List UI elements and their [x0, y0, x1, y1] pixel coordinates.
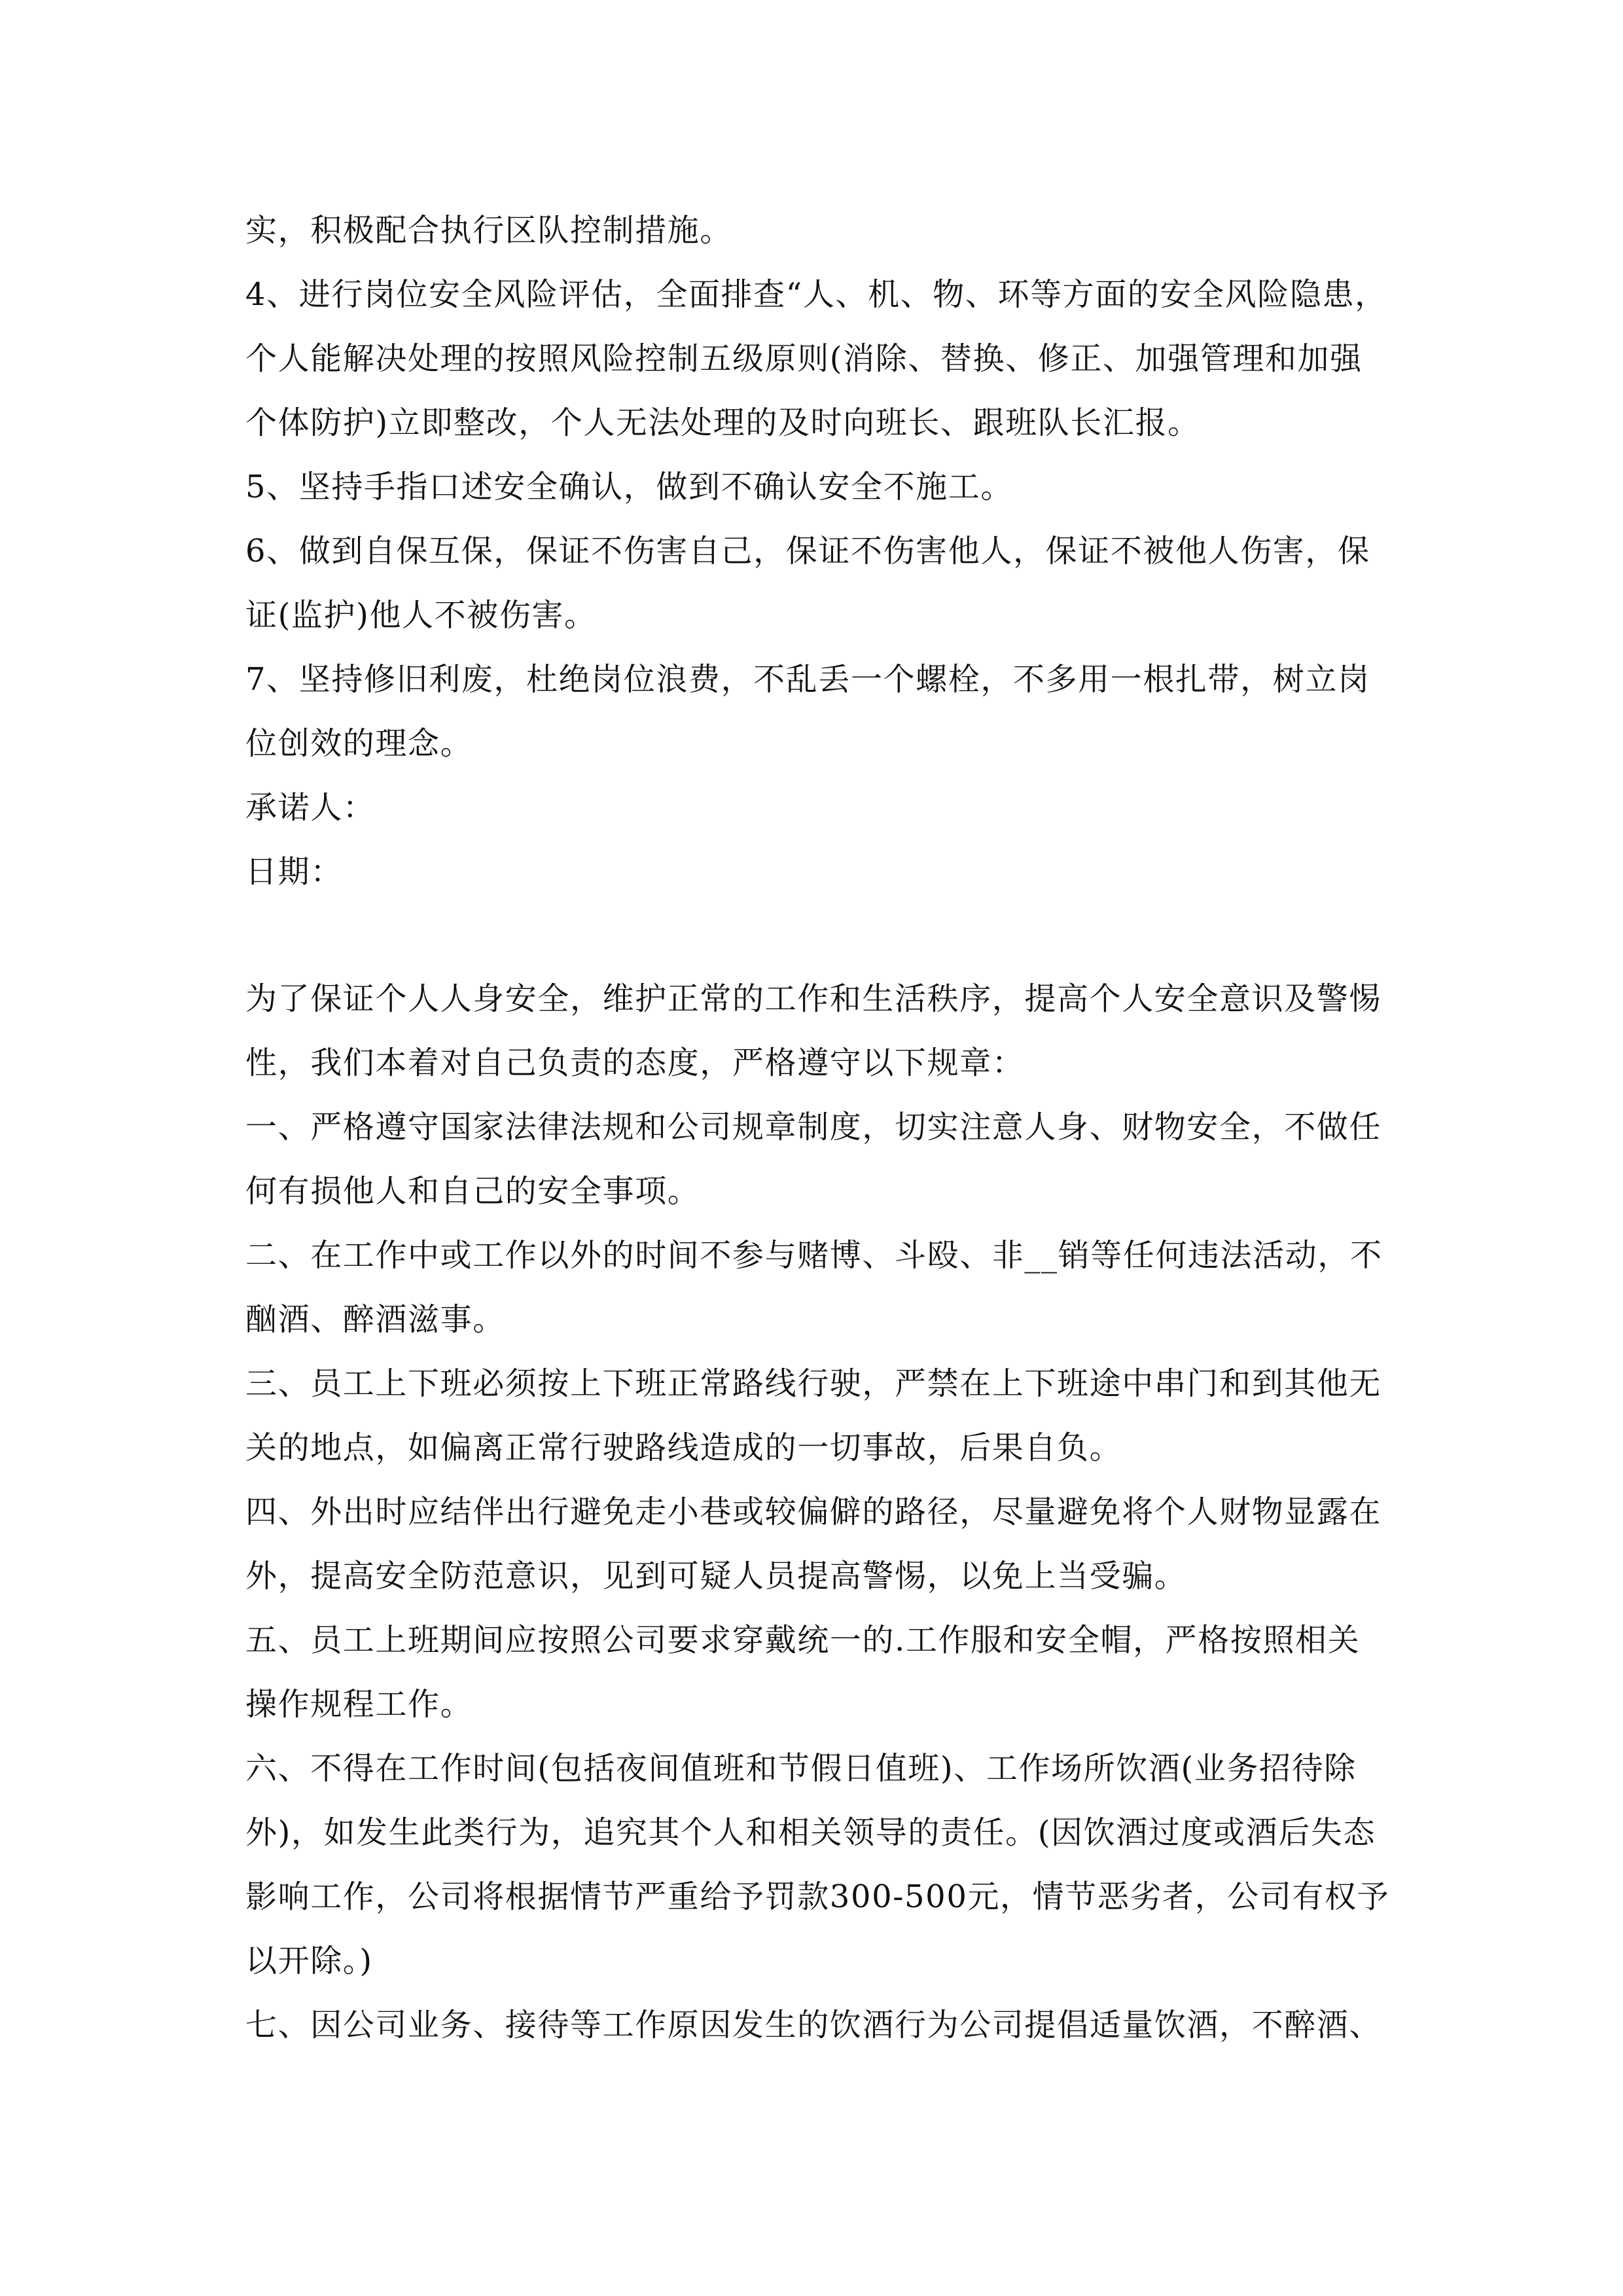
text-line: 一、严格遵守国家法律法规和公司规章制度，切实注意人身、财物安全，不做任	[245, 1109, 1382, 1145]
text-line: 性，我们本着对自己负责的态度，严格遵守以下规章：	[245, 1045, 1025, 1081]
text-line: 个人能解决处理的按照风险控制五级原则(消除、替换、修正、加强管理和加强	[245, 340, 1363, 377]
text-line: 6、做到自保互保，保证不伤害自己，保证不伤害他人，保证不被他人伤害，保	[245, 533, 1370, 569]
text-line: 四、外出时应结伴出行避免走小巷或较偏僻的路径，尽量避免将个人财物显露在	[245, 1494, 1382, 1530]
signatory-label: 承诺人：	[245, 789, 376, 826]
date-label: 日期：	[245, 853, 343, 890]
text-line: 外，提高安全防范意识，见到可疑人员提高警惕，以免上当受骗。	[245, 1558, 1187, 1594]
text-line: 以开除。)	[245, 1943, 373, 1979]
text-line: 何有损他人和自己的安全事项。	[245, 1173, 700, 1210]
text-line: 证(监护)他人不被伤害。	[245, 597, 597, 634]
text-line: 影响工作，公司将根据情节严重给予罚款300-500元，情节恶劣者，公司有权予	[245, 1878, 1390, 1915]
text-line: 二、在工作中或工作以外的时间不参与赌博、斗殴、非__销等任何违法活动，不	[245, 1237, 1383, 1274]
text-line: 5、坚持手指口述安全确认，做到不确认安全不施工。	[245, 469, 1013, 505]
text-line: 位创效的理念。	[245, 725, 473, 762]
text-line: 关的地点，如偏离正常行驶路线造成的一切事故，后果自负。	[245, 1429, 1122, 1466]
text-line: 4、进行岗位安全风险评估，全面排查“人、机、物、环等方面的安全风险隐患，	[245, 276, 1387, 313]
text-line: 五、员工上班期间应按照公司要求穿戴统一的.工作服和安全帽，严格按照相关	[245, 1622, 1361, 1659]
text-line: 酗酒、醉酒滋事。	[245, 1301, 505, 1338]
text-line: 7、坚持修旧利废，杜绝岗位浪费，不乱丢一个螺栓，不多用一根扎带，树立岗	[245, 661, 1370, 698]
text-line: 六、不得在工作时间(包括夜间值班和节假日值班)、工作场所饮酒(业务招待除	[245, 1750, 1357, 1787]
text-line: 个体防护)立即整改，个人无法处理的及时向班长、跟班队长汇报。	[245, 404, 1200, 441]
text-line: 操作规程工作。	[245, 1686, 473, 1723]
text-line: 三、员工上下班必须按上下班正常路线行驶，严禁在上下班途中串门和到其他无	[245, 1365, 1382, 1402]
text-line: 外)，如发生此类行为，追究其个人和相关领导的责任。(因饮酒过度或酒后失态	[245, 1814, 1376, 1851]
text-line: 七、因公司业务、接待等工作原因发生的饮酒行为公司提倡适量饮酒，不醉酒、	[245, 2007, 1382, 2043]
text-line: 为了保证个人人身安全，维护正常的工作和生活秩序，提高个人安全意识及警惕	[245, 980, 1382, 1017]
text-line: 实，积极配合执行区队控制措施。	[245, 212, 733, 249]
